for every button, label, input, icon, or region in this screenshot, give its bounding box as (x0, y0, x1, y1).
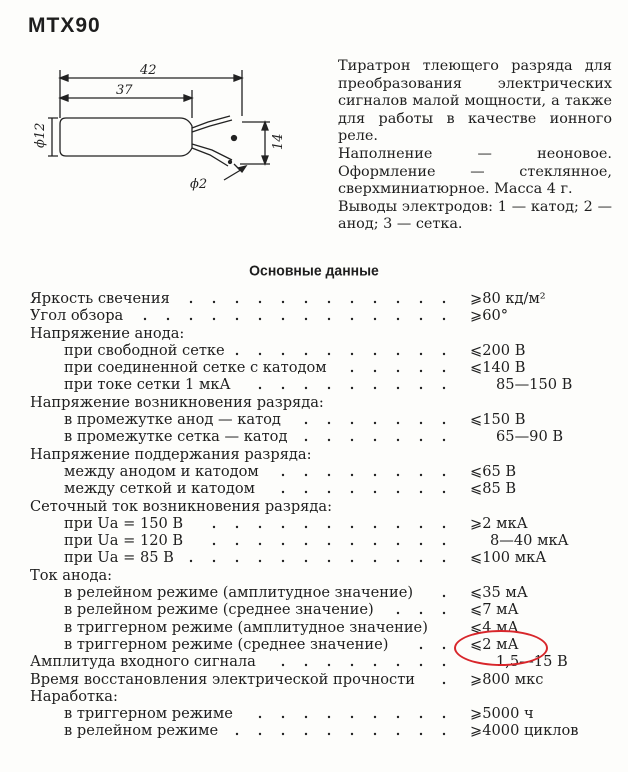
param-value: ⩽200 В (470, 341, 526, 359)
param-label: в промежутке сетка — катод (64, 428, 288, 446)
leader-dots (30, 340, 600, 357)
param-value: ⩾80 кд/м² (470, 290, 546, 307)
param-label: в триггерном режиме (амплитудное значение) (64, 618, 428, 636)
param-value: ⩾4000 циклов (470, 722, 579, 740)
param-value: ⩾2 мкА (470, 514, 528, 532)
param-value: 85—150 В (496, 376, 573, 394)
parameters-list (30, 290, 600, 740)
param-value: 8—40 мкА (490, 532, 569, 550)
param-value: 65—90 В (496, 428, 564, 446)
leader-dots (30, 703, 600, 723)
param-value: ⩾60° (470, 307, 509, 325)
param-value: ⩽100 мкА (470, 549, 547, 567)
leader-dots (30, 669, 600, 686)
param-label: при соединенной сетке с катодом (64, 359, 327, 377)
dimension-phi12: ϕ12 (33, 122, 48, 148)
param-label: в триггерном режиме (среднее значение) (64, 635, 389, 653)
leader-dots (30, 305, 600, 325)
param-label: между анодом и катодом (64, 462, 259, 480)
leader-dots (30, 599, 600, 619)
param-row (30, 376, 600, 393)
description-construction: Наполнение — неоновое. Оформление — стеклянное, сверхминиатюрное. Масса 4 г. (338, 145, 612, 198)
lead-middle (232, 136, 237, 141)
dimension-37: 37 (116, 83, 133, 98)
leader-dots (30, 374, 600, 394)
param-value: ⩽150 В (470, 411, 526, 429)
param-value: ⩽2 мА (470, 635, 519, 653)
param-label: в релейном режиме (среднее значение) (64, 601, 374, 619)
dimension-14: 14 (271, 133, 286, 150)
param-label: в промежутке анод — катод (64, 411, 281, 429)
param-label: Амплитуда входного сигнала (30, 653, 256, 671)
param-row (30, 428, 600, 445)
param-label: Сеточный ток возникновения разряда: (30, 497, 332, 515)
param-row (30, 671, 600, 688)
section-heading: Основные данные (249, 261, 379, 279)
param-value: ⩾5000 ч (470, 705, 534, 723)
param-label: при свободной сетке (64, 341, 225, 359)
param-label: Яркость свечения (30, 290, 170, 307)
description (320, 58, 612, 234)
param-value: ⩽4 мА (470, 618, 519, 636)
param-row (30, 480, 600, 497)
param-label: Напряжение анода: (30, 324, 185, 342)
param-label: в релейном режиме (амплитудное значение) (64, 584, 414, 602)
param-row (30, 601, 600, 618)
leader-dots (30, 478, 600, 498)
param-value: ⩽140 В (470, 359, 526, 377)
dimension-42: 42 (140, 63, 157, 78)
param-label: Напряжение возникновения разряда: (30, 393, 324, 411)
leader-dots (30, 409, 600, 429)
param-label: при Uа = 150 В (64, 514, 184, 532)
leader-dots (30, 513, 600, 530)
description-purpose: Тиратрон тлеющего разряда для преобразования электрических сигналов малой мощности, а также для работы в качестве ионного реле. (338, 58, 612, 145)
leader-dots (30, 582, 600, 602)
leader-dots (30, 288, 600, 305)
param-label: Ток анода: (30, 566, 113, 584)
param-label: Время восстановления электрической прочности (30, 670, 416, 688)
param-value: ⩽7 мА (470, 601, 519, 619)
leader-dots (30, 426, 600, 446)
param-label: в релейном режиме (64, 722, 219, 740)
leader-dots (30, 530, 600, 550)
param-value: ⩾800 мкс (470, 670, 544, 688)
leader-dots (30, 547, 600, 567)
red-highlight-circle (454, 630, 548, 666)
dimension-phi2: ϕ2 (190, 177, 208, 192)
param-label: при Uа = 85 В (64, 549, 174, 567)
lead-bottom (192, 144, 232, 160)
param-value: ⩽35 мА (470, 584, 528, 602)
description-leads: Выводы электродов: 1 — катод; 2 — анод; 3 — сетка. (338, 198, 612, 233)
param-row (30, 722, 600, 739)
param-label: в триггерном режиме (64, 705, 233, 723)
param-label: Наработка: (30, 687, 118, 705)
param-label: при токе сетки 1 мкА (64, 376, 231, 394)
param-value: 1,5—15 В (496, 653, 568, 671)
tube-body (60, 118, 192, 156)
device-title: МТХ90 (28, 14, 101, 37)
param-value: ⩽65 В (470, 462, 517, 480)
param-value: ⩽85 В (470, 480, 517, 498)
leader-dots (30, 461, 600, 478)
param-label: между сеткой и катодом (64, 480, 255, 498)
param-row (30, 549, 600, 566)
param-label: при Uа = 120 В (64, 532, 184, 550)
param-label: Угол обзора (30, 307, 124, 325)
param-label: Напряжение поддержания разряда: (30, 445, 312, 463)
device-drawing (20, 52, 300, 202)
leader-dots (30, 720, 600, 740)
leader-dots (30, 357, 600, 377)
param-row (30, 307, 600, 324)
